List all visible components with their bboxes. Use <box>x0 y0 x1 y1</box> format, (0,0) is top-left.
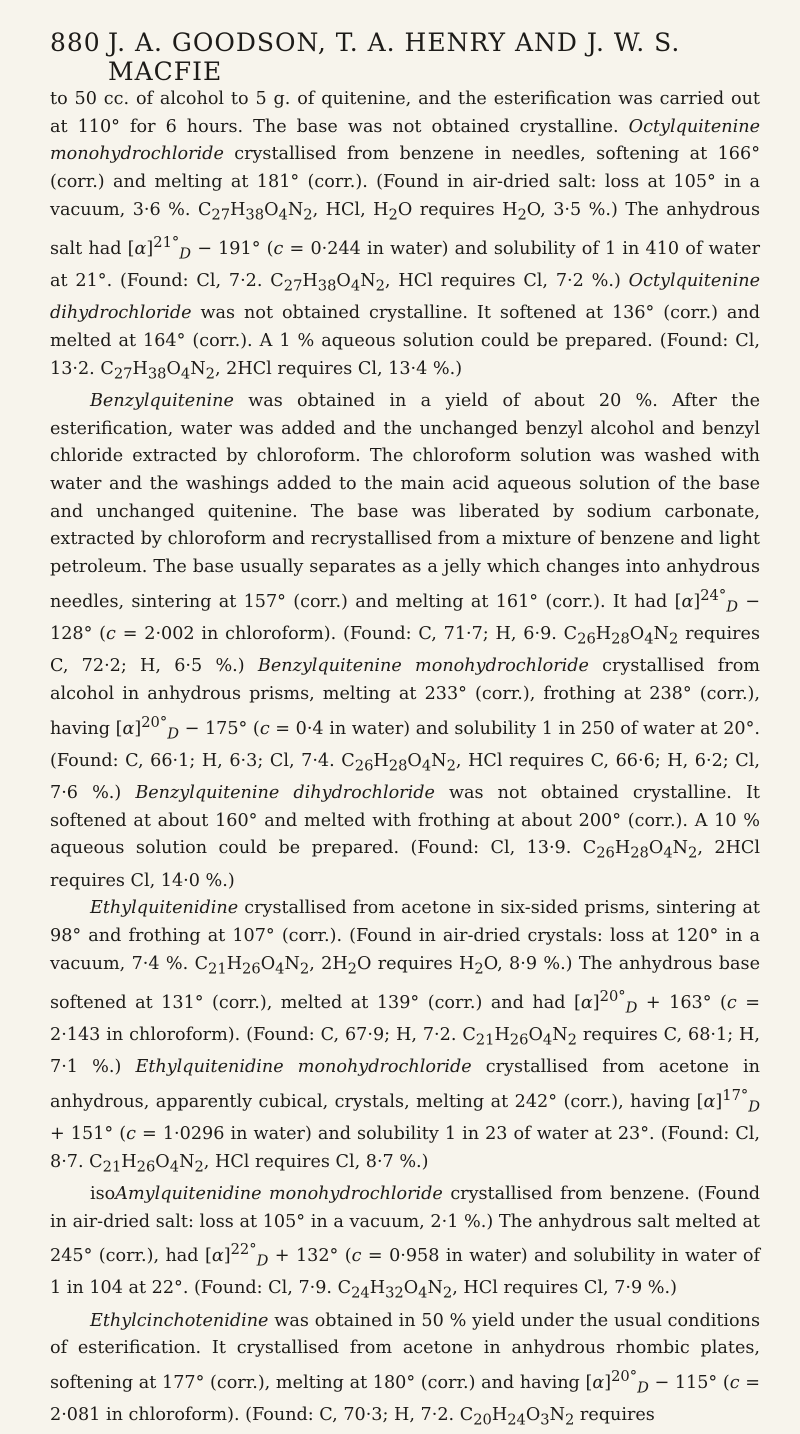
paragraph-ethylquitenidine: Ethylquitenidine crystallised from acetone in six-sided prisms, sintering at 98° and frothing at 107° (corr.). (Found in air-dried crystals: loss at 120° in a vacuum, 7·4 %. $C_{21}H_{26}O_4N_2$, $2H_2O$ requires $H_2O$, 8·9 %.) The anhydrous base softened at 131° (corr.), melted at 139° (corr.) and had $[\alpha]^{20^\circ}_D + 163^\circ$ (c = 2·143 in chloroform). (Found: C, 67·9; H, 7·2. $C_{21}H_{26}O_4N_2$ requires C, 68·1; H, 7·1 %.) Ethylquitenidine monohydrochloride crystallised from acetone in anhydrous, apparently cubical, crystals, melting at 242° (corr.), having $[\alpha]^{17^\circ}_D + 151^\circ$ (c = 1·0296 in water) and solubility 1 in 23 of water at 23°. (Found: Cl, 8·7. $C_{21}H_{26}O_4N_2$, HCl requires Cl, 8·7 %.) <box>50 898 760 1176</box>
body-text <box>50 86 760 1434</box>
running-title-authors: J. A. GOODSON, T. A. HENRY AND J. W. S. MACFIE <box>108 28 681 86</box>
paragraph-octylquitenine: to 50 cc. of alcohol to 5 g. of quitenine, and the esterification was carried out at 110° for 6 hours. The base was not obtained crystalline. Octylquitenine monohydrochloride crystallised from benzene in needles, softening at 166° (corr.) and melting at 181° (corr.). (Found in air-dried salt: loss at 105° in a vacuum, 3·6 %. $C_{27}H_{38}O_4N_2$, HCl, $H_2O$ requires $H_2O$, 3·5 %.) The anhydrous salt had $[\alpha]^{21^\circ}_D - 191^\circ$ (c = 0·244 in water) and solubility of 1 in 410 of water at 21°. (Found: Cl, 7·2. $C_{27}H_{38}O_4N_2$, HCl requires Cl, 7·2 %.) Octylquitenine dihydrochloride was not obtained crystalline. It softened at 136° (corr.) and melted at 164° (corr.). A 1 % aqueous solution could be prepared. (Found: Cl, 13·2. $C_{27}H_{38}O_4N_2$, 2HCl requires Cl, 13·4 %.) <box>50 89 761 383</box>
running-header <box>50 18 760 86</box>
paragraph-ethylcinchotenidine: Ethylcinchotenidine was obtained in 50 % yield under the usual conditions of esterification. It crystallised from acetone in anhydrous rhombic plates, softening at 177° (corr.), melting at 180° (corr.) and having $[\alpha]^{20^\circ}_D - 115^\circ$ (c = 2·081 in chloroform). (Found: C, 70·3; H, 7·2. $C_{20}H_{24}O_3N_2$ requires <box>50 1310 760 1429</box>
paragraph-benzylquitenine: Benzylquitenine was obtained in a yield of about 20 %. After the esterification, water was added and the unchanged benzyl alcohol and benzyl chloride extracted by chloroform. The chloroform solution was washed with water and the washings added to the main acid aqueous solution of the base and unchanged quitenine. The base was liberated by sodium carbonate, extracted by chloroform and recrystallised from a mixture of benzene and light petroleum. The base usually separates as a jelly which changes into anhydrous needles, sintering at 157° (corr.) and melting at 161° (corr.). It had $[\alpha]^{24^\circ}_D - 128^\circ$ (c = 2·002 in chloroform). (Found: C, 71·7; H, 6·9. $C_{26}H_{28}O_4N_2$ requires C, 72·2; H, 6·5 %.) Benzylquitenine monohydrochloride crystallised from alcohol in anhydrous prisms, melting at 233° (corr.), frothing at 238° (corr.), having $[\alpha]^{20^\circ}_D - 175^\circ$ (c = 0·4 in water) and solubility 1 in 250 of water at 20°. (Found: C, 66·1; H, 6·3; Cl, 7·4. $C_{26}H_{28}O_4N_2$, HCl requires C, 66·6; H, 6·2; Cl, 7·6 %.) Benzylquitenine dihydrochloride was not obtained crystalline. It softened at about 160° and melted with frothing at about 200° (corr.). A 10 % aqueous solution could be prepared. (Found: Cl, 13·9. $C_{26}H_{28}O_4N_2$, 2HCl requires Cl, 14·0 %.) <box>50 390 761 891</box>
paragraph-isoamylquitenidine: isoAmylquitenidine monohydrochloride crystallised from benzene. (Found in air-dried salt: loss at 105° in a vacuum, 2·1 %.) The anhydrous salt melted at 245° (corr.), had $[\alpha]^{22^\circ}_D + 132^\circ$ (c = 0·958 in water) and solubility in water of 1 in 104 at 22°. (Found: Cl, 7·9. $C_{24}H_{32}O_4N_2$, HCl requires Cl, 7·9 %.) <box>50 1183 760 1302</box>
page-number: 880 <box>50 28 101 57</box>
